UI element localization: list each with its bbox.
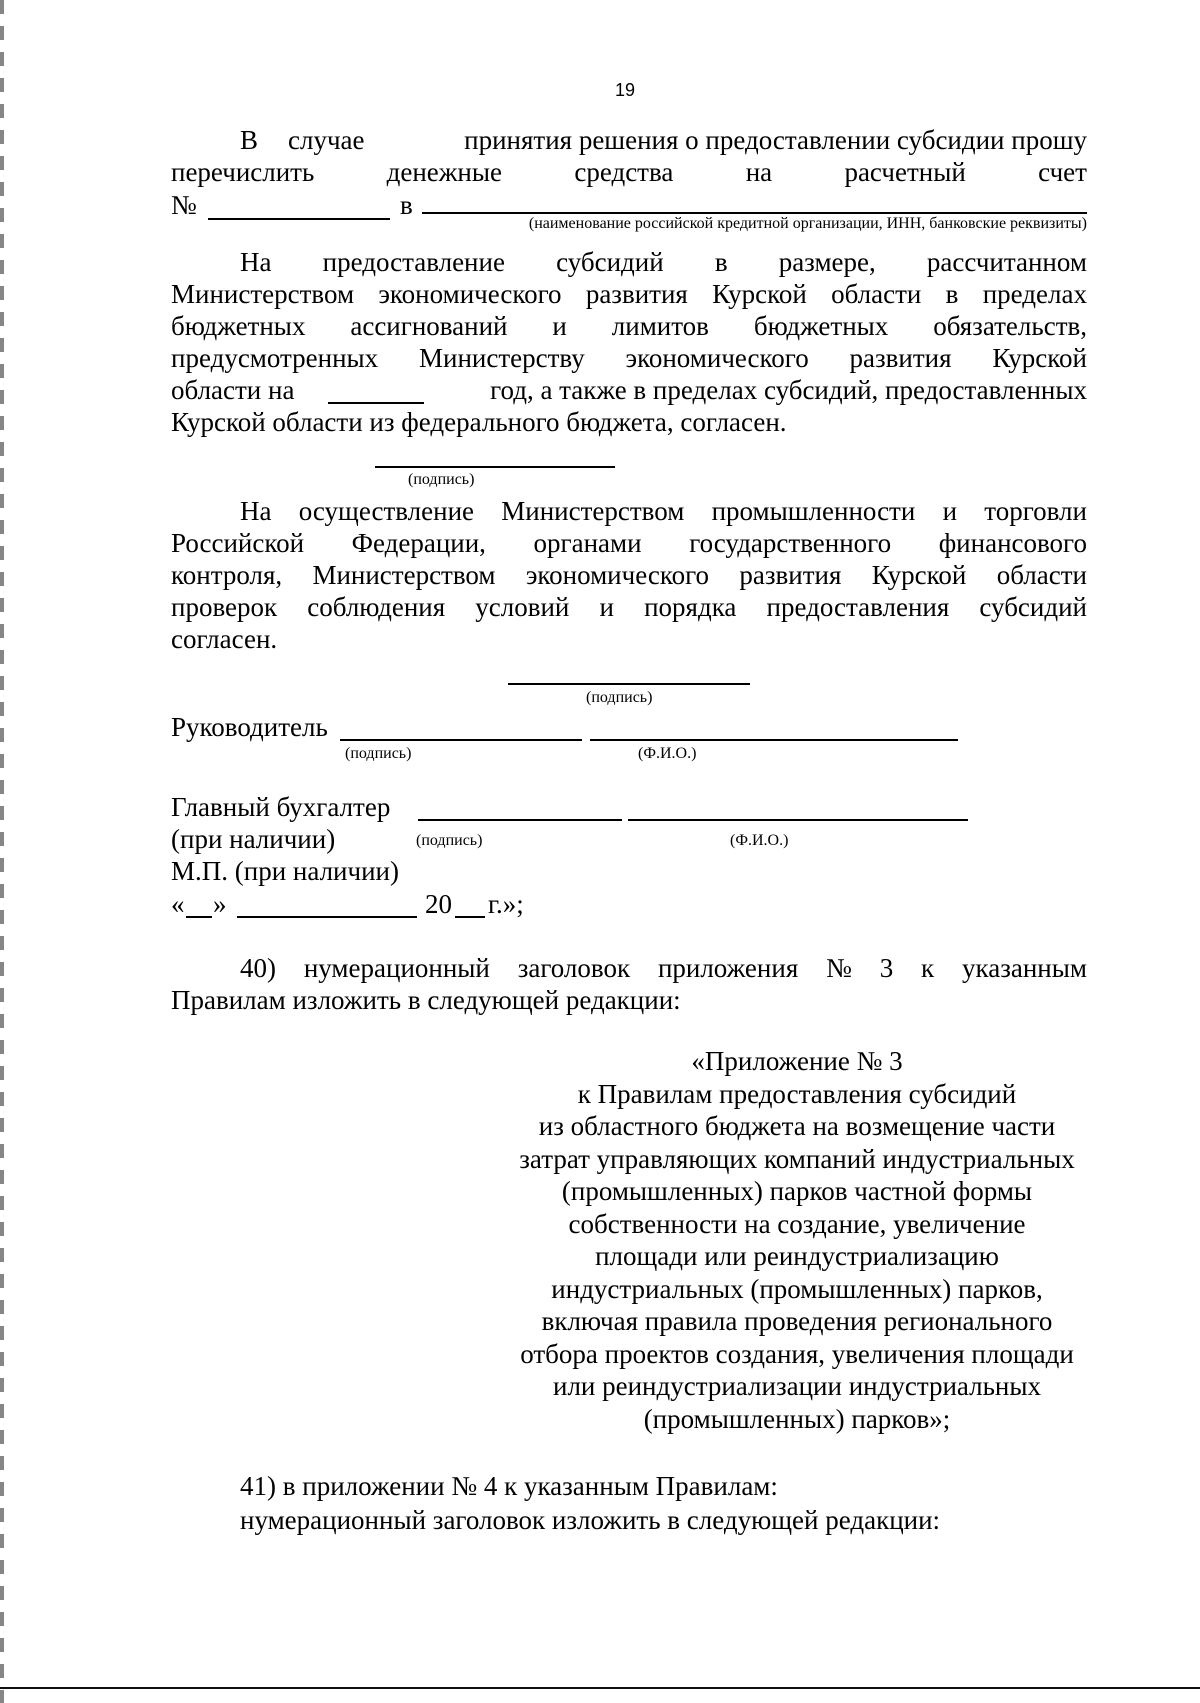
year-blank [328, 402, 424, 404]
word: Министерством [312, 560, 496, 590]
date-month-blank [237, 916, 417, 918]
appendix-line: (промышленных) парков частной формы [561, 1176, 1033, 1206]
appendix-line: (промышленных) парков»; [643, 1403, 951, 1434]
accountant-signature-caption: (подпись) [416, 832, 483, 849]
seal-note: М.П. (при наличии) [171, 856, 399, 886]
word: развития [849, 343, 952, 373]
word: Российской [171, 528, 305, 558]
word: осуществление [298, 496, 475, 526]
word: органами [533, 528, 642, 558]
director-name-line [590, 739, 958, 741]
word: торговли [984, 496, 1087, 526]
page-number: 19 [614, 80, 636, 100]
word: Курской [712, 279, 807, 309]
word: 40) [240, 953, 276, 983]
signature-caption-2: (подпись) [586, 689, 653, 706]
word: Министерству [418, 343, 585, 373]
word: Министерством [501, 496, 685, 526]
word: промышленности [711, 496, 916, 526]
p3-line1 [240, 495, 1087, 527]
appendix-line: индустриальных (промышленных) парков, [551, 1273, 1043, 1304]
accountant-name-line [628, 819, 968, 821]
p2-line6: Курской области из федерального бюджета, согласен. [171, 407, 787, 437]
appendix-line: к Правилам предоставления субсидий [577, 1078, 1017, 1109]
word: соблюдения [307, 592, 446, 622]
word: в [945, 279, 959, 309]
word: экономического [625, 343, 809, 373]
signature-caption-1: (подпись) [408, 471, 475, 488]
word: перечислить [171, 157, 315, 187]
appendix-line: отбора проектов создания, увеличения площади [520, 1338, 1074, 1369]
account-number-blank [208, 218, 390, 220]
p1-line1-rest: принятия решения о предоставлении субсидии прошу [464, 125, 1087, 155]
word: проверок [171, 592, 278, 622]
director-signature-caption: (подпись) [345, 745, 412, 762]
p1-word-1: В [240, 125, 259, 155]
word: государственного [689, 528, 892, 558]
in-word: в [400, 190, 413, 220]
date-year-blank [455, 916, 485, 918]
word: счет [1038, 157, 1087, 187]
word: Курской [992, 343, 1087, 373]
accountant-name-caption: (Ф.И.О.) [730, 832, 789, 849]
p2-line2 [171, 278, 1087, 310]
p2-line5-end: год, а также в пределах субсидий, предоставленных [490, 375, 1087, 405]
word: на [745, 157, 773, 187]
word: Курской [871, 560, 967, 590]
word: предоставление [322, 247, 505, 277]
word: и [552, 311, 567, 341]
word: области [831, 279, 922, 309]
word: области [996, 560, 1087, 590]
p2-line4 [171, 342, 1087, 374]
bank-details-blank [422, 212, 1087, 214]
p1-line2 [171, 156, 1087, 188]
account-number-sign: № [171, 190, 197, 220]
word: 3 [879, 953, 894, 983]
word: нумерационный [303, 953, 490, 983]
word: заголовок [517, 953, 631, 983]
item40-line2: Правилам изложить в следующей редакции: [171, 985, 681, 1015]
word: финансового [938, 528, 1087, 558]
word: денежные [386, 157, 503, 187]
word: На [240, 496, 272, 526]
scan-bottom-edge [0, 1687, 1200, 1689]
word: Министерством [171, 279, 355, 309]
word: условий [475, 592, 570, 622]
date-day-blank [186, 916, 212, 918]
scan-left-edge [0, 0, 4, 1703]
word: указанным [962, 953, 1087, 983]
appendix-heading [480, 1045, 1114, 1435]
bank-caption: (наименование российской кредитной организации, ИНН, банковские реквизиты) [528, 215, 1087, 232]
director-signature-line [340, 739, 582, 741]
word: контроля, [171, 560, 283, 590]
word: предоставления [766, 592, 950, 622]
appendix-line: включая правила проведения регионального [541, 1306, 1053, 1336]
item41-line1: 41) в приложении № 4 к указанным Правилам: [240, 1471, 778, 1501]
word: предусмотренных [171, 343, 379, 373]
word: № [826, 953, 852, 983]
word: приложения [657, 953, 799, 983]
appendix-line: площади или реиндустриализацию [595, 1241, 999, 1271]
word: развития [585, 279, 688, 309]
signature-line-2 [508, 683, 750, 685]
p2-line3 [171, 310, 1087, 342]
appendix-line: «Приложение № 3 [691, 1046, 903, 1076]
word: ассигнований [350, 311, 508, 341]
date-close-quote: » [213, 889, 227, 919]
p3-line3 [171, 559, 1087, 591]
p2-line1 [240, 246, 1087, 278]
word: расчетный [844, 157, 966, 187]
p1-word-2: случае [288, 125, 365, 155]
word: обязательств, [933, 311, 1087, 341]
p2-line5-start: области на [171, 375, 295, 405]
word: порядка [644, 592, 737, 622]
accountant-label: Главный бухгалтер [171, 792, 391, 822]
date-open-quote: « [171, 889, 185, 919]
word: в [714, 247, 728, 277]
date-year-suffix: г.»; [488, 889, 524, 919]
word: к [921, 953, 935, 983]
word: и [942, 496, 958, 526]
p3-line4 [171, 591, 1087, 623]
accountant-note: (при наличии) [171, 824, 336, 854]
word: размере, [778, 247, 876, 277]
word: субсидий [979, 592, 1087, 622]
word: бюджетных [171, 311, 306, 341]
word: бюджетных [753, 311, 889, 341]
director-label: Руководитель [171, 712, 328, 742]
director-name-caption: (Ф.И.О.) [638, 745, 697, 762]
word: субсидий [556, 247, 664, 277]
date-year-prefix: 20 [425, 889, 452, 919]
p3-line2 [171, 527, 1087, 559]
item40-line1 [240, 952, 1087, 984]
word: развития [739, 560, 842, 590]
signature-line-1 [375, 466, 615, 468]
word: экономического [525, 560, 710, 590]
appendix-line: из областного бюджета на возмещение части [538, 1111, 1056, 1141]
word: рассчитанном [926, 247, 1087, 277]
p3-line5: согласен. [171, 624, 278, 654]
word: Федерации, [351, 528, 486, 558]
item41-line2: нумерационный заголовок изложить в следующей редакции: [240, 1505, 941, 1535]
appendix-line: затрат управляющих компаний индустриальных [519, 1143, 1075, 1174]
word: средства [574, 157, 674, 187]
word: На [240, 247, 272, 277]
appendix-line: или реиндустриализации индустриальных [553, 1371, 1041, 1401]
word: и [599, 592, 614, 622]
accountant-signature-line [418, 819, 622, 821]
word: лимитов [611, 311, 709, 341]
appendix-line: собственности на создание, увеличение [568, 1208, 1026, 1239]
word: пределах [982, 279, 1087, 309]
word: экономического [378, 279, 562, 309]
